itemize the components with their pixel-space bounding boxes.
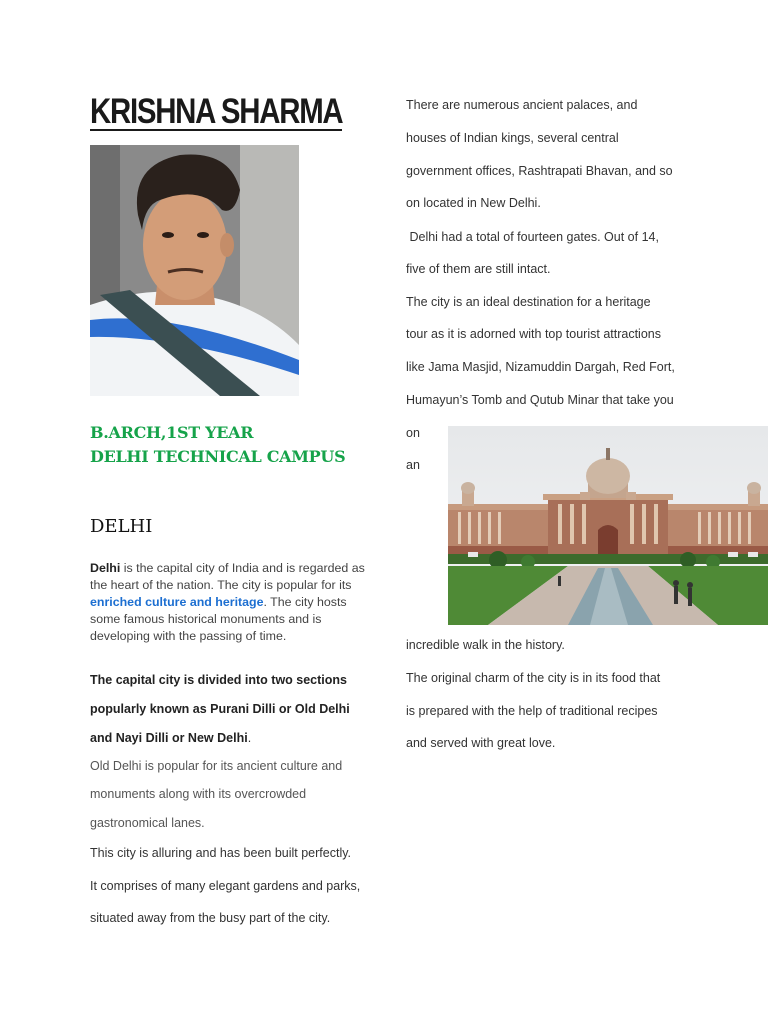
- page-title: KRISHNA SHARMA: [90, 92, 343, 131]
- heritage-link[interactable]: enriched culture and heritage: [90, 595, 264, 609]
- intro-text-1: is the capital city of India and is regarded as the heart of the nation. The city is popular for its: [90, 561, 365, 592]
- text-line: The original charm of the city is in its food that: [406, 671, 661, 685]
- text-line: government offices, Rashtrapati Bhavan, and so: [406, 164, 673, 178]
- college-label: DELHI TECHNICAL CAMPUS: [90, 447, 346, 466]
- text-line: an: [406, 458, 420, 472]
- section-heading: DELHI: [90, 516, 153, 537]
- text-line: and served with great love.: [406, 736, 556, 750]
- text-line: The capital city is divided into two sections: [90, 673, 347, 687]
- text-line: like Jama Masjid, Nizamuddin Dargah, Red Fort,: [406, 360, 675, 374]
- text-span: .: [247, 731, 252, 745]
- text-line: Humayun’s Tomb and Qutub Minar that take you: [406, 393, 674, 407]
- text-line: is prepared with the help of traditional recipes: [406, 704, 658, 718]
- text-line: The city is an ideal destination for a heritage: [406, 295, 651, 309]
- text-line: [90, 731, 251, 745]
- text-line: Delhi had a total of fourteen gates. Out of 14,: [406, 230, 659, 244]
- text-line: tour as it is adorned with top tourist attractions: [406, 327, 661, 341]
- text-line: incredible walk in the history.: [406, 638, 565, 652]
- text-line: Old Delhi is popular for its ancient culture and: [90, 759, 343, 773]
- text-line: on: [406, 426, 420, 440]
- text-line: on located in New Delhi.: [406, 196, 541, 210]
- text-line: houses of Indian kings, several central: [406, 131, 619, 145]
- intro-lead: Delhi: [90, 561, 121, 575]
- text-line: monuments along with its overcrowded: [90, 787, 307, 801]
- text-line: popularly known as Purani Dilli or Old Delhi: [90, 702, 350, 716]
- text-span: and Nayi Dilli or New Delhi: [90, 731, 248, 745]
- text-line: five of them are still intact.: [406, 262, 551, 276]
- intro-paragraph: [90, 560, 365, 645]
- course-label: B.ARCH,1ST YEAR: [90, 423, 254, 442]
- text-line: gastronomical lanes.: [90, 816, 205, 830]
- intro-text-2: . The city hosts some famous historical monuments and is developing with the passing of time.: [90, 595, 347, 643]
- landmark-photo: [448, 426, 768, 625]
- text-line: It comprises of many elegant gardens and parks,: [90, 879, 361, 893]
- profile-photo: [90, 145, 299, 396]
- text-line: This city is alluring and has been built perfectly.: [90, 846, 352, 860]
- text-line: situated away from the busy part of the city.: [90, 911, 331, 925]
- text-line: There are numerous ancient palaces, and: [406, 98, 638, 112]
